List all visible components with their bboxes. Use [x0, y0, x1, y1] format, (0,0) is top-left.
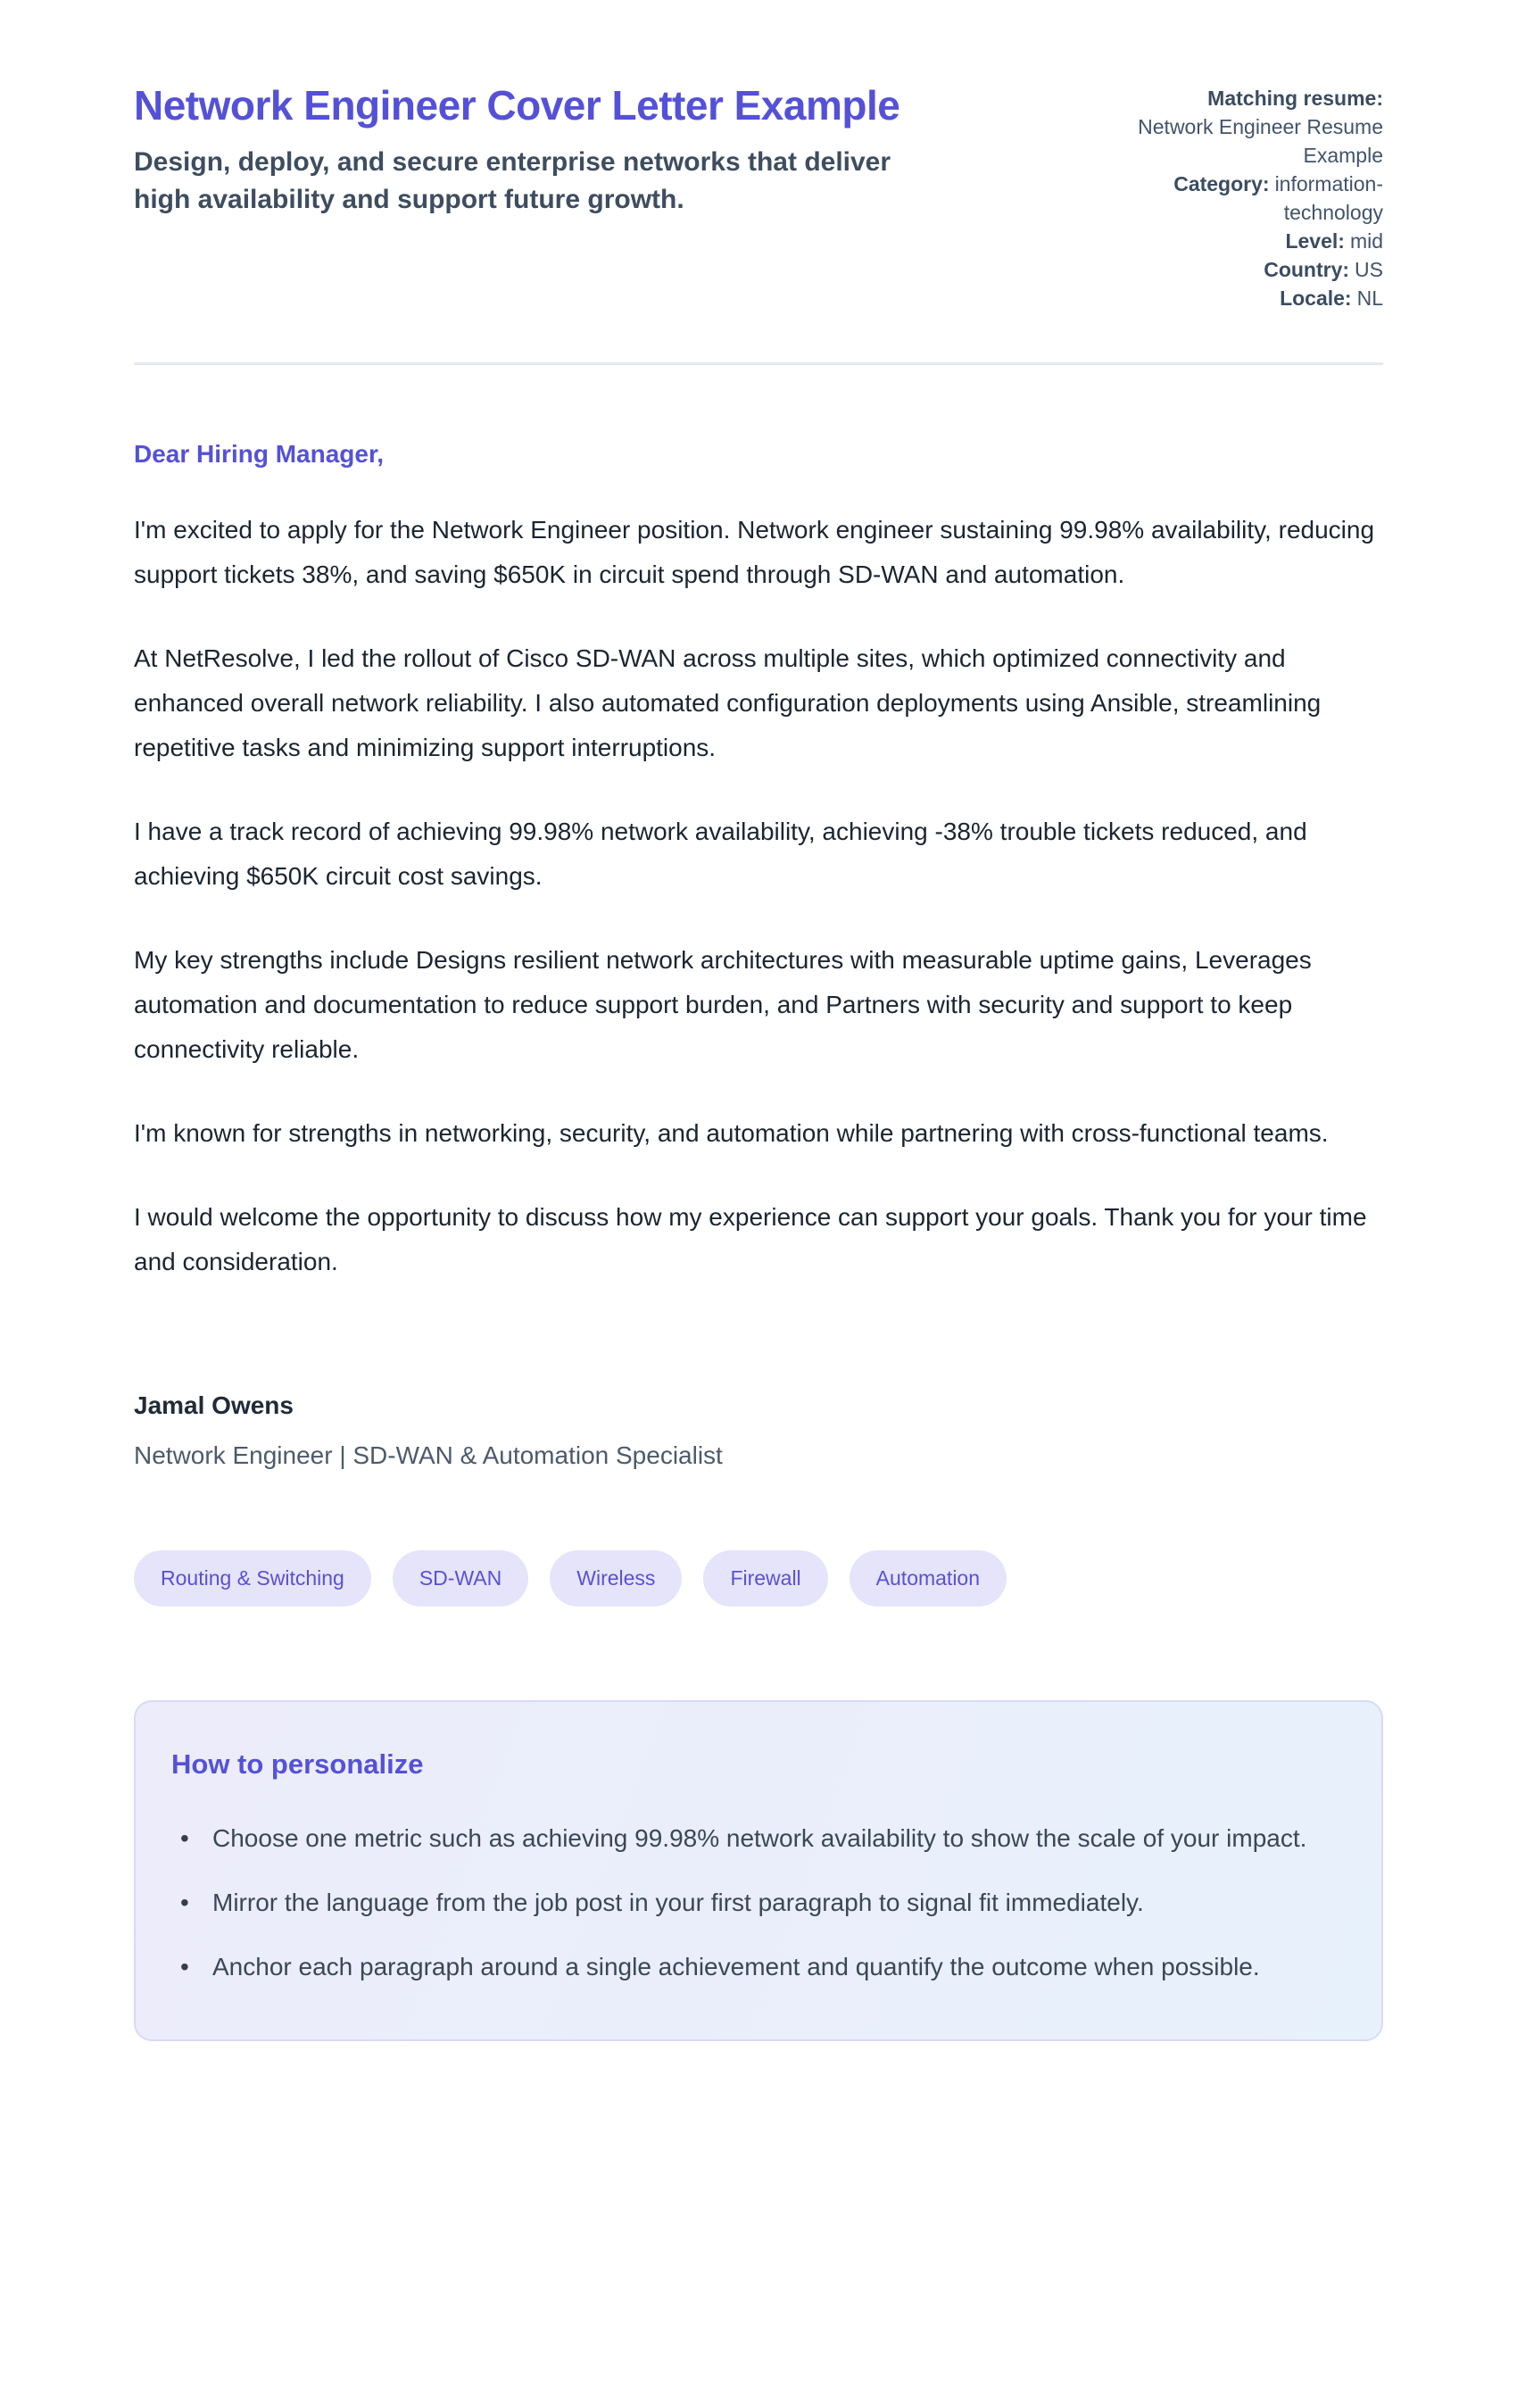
- signature-name: Jamal Owens: [134, 1391, 294, 1419]
- meta-row-country: [1080, 255, 1383, 284]
- signature-role: Network Engineer | SD-WAN & Automation Specialist: [134, 1441, 723, 1469]
- tag-pill: Wireless: [550, 1550, 682, 1607]
- meta-label-matching-resume: Matching resume:: [1207, 87, 1383, 110]
- personalize-list: [171, 1816, 1342, 1989]
- letter-paragraph: I have a track record of achieving 99.98% network availability, achieving -38% trouble tickets reduced, and achieving $650K circuit cost savings.: [134, 818, 1307, 890]
- letter-paragraph: I'm excited to apply for the Network Engineer position. Network engineer sustaining 99.98% availability, reducing support tickets 38%, and saving $650K in circuit spend through SD-WAN and automation.: [134, 516, 1375, 588]
- meta-row-category: [1080, 170, 1383, 227]
- page-subtitle: Design, deploy, and secure enterprise networks that deliver high availability and support future growth.: [134, 147, 891, 214]
- meta-value-level: mid: [1349, 229, 1383, 253]
- tag-pill: Routing & Switching: [134, 1550, 371, 1607]
- meta-value-matching-resume: Network Engineer Resume Example: [1138, 115, 1383, 167]
- letter-paragraphs: [134, 508, 1383, 1284]
- meta-value-category: information-technology: [1274, 172, 1383, 224]
- personalize-heading: How to personalize: [171, 1748, 424, 1780]
- personalize-item: • Mirror the language from the job post in your first paragraph to signal fit immediately.: [171, 1881, 1342, 1925]
- tag-pill: Automation: [850, 1550, 1007, 1607]
- meta-label-locale: Locale:: [1280, 286, 1352, 310]
- meta-row-locale: [1080, 284, 1383, 312]
- salutation: Dear Hiring Manager,: [134, 440, 385, 468]
- letter-paragraph: At NetResolve, I led the rollout of Cisco SD-WAN across multiple sites, which optimized connectivity and enhanced overall network reliability. I also automated configuration deployments using Ansible, streamlining repetitive tasks and minimizing support interruptions.: [134, 644, 1322, 761]
- signature: [134, 1391, 1383, 1470]
- meta-row-matching-resume: [1080, 84, 1383, 170]
- tag-list: [134, 1550, 1383, 1607]
- header-divider: [134, 362, 1383, 365]
- personalize-item: • Anchor each paragraph around a single achievement and quantify the outcome when possible.: [171, 1945, 1342, 1989]
- meta-label-country: Country:: [1264, 258, 1350, 281]
- personalize-item: • Choose one metric such as achieving 99.98% network availability to show the scale of your impact.: [171, 1816, 1342, 1861]
- letter-paragraph: My key strengths include Designs resilient network architectures with measurable uptime gains, Leverages automation and documentation to reduce support burden, and Partners with security and support to keep connectivity reliable.: [134, 946, 1312, 1063]
- meta-label-category: Category:: [1173, 172, 1270, 195]
- header-left: [134, 80, 919, 219]
- page-header: [134, 80, 1383, 312]
- meta-value-country: US: [1355, 258, 1383, 281]
- meta-row-level: [1080, 227, 1383, 255]
- header-meta: [1080, 80, 1383, 312]
- meta-label-level: Level:: [1285, 229, 1345, 253]
- letter-paragraph: I would welcome the opportunity to discuss how my experience can support your goals. Thank you for your time and consideration.: [134, 1203, 1367, 1275]
- page-title: Network Engineer Cover Letter Example: [134, 82, 900, 129]
- tag-pill: Firewall: [703, 1550, 827, 1607]
- personalize-callout: [134, 1700, 1383, 2041]
- tag-pill: SD-WAN: [393, 1550, 528, 1607]
- letter-paragraph: I'm known for strengths in networking, security, and automation while partnering with cross-functional teams.: [134, 1119, 1329, 1147]
- cover-letter: [134, 440, 1383, 2041]
- meta-value-locale: NL: [1356, 286, 1383, 310]
